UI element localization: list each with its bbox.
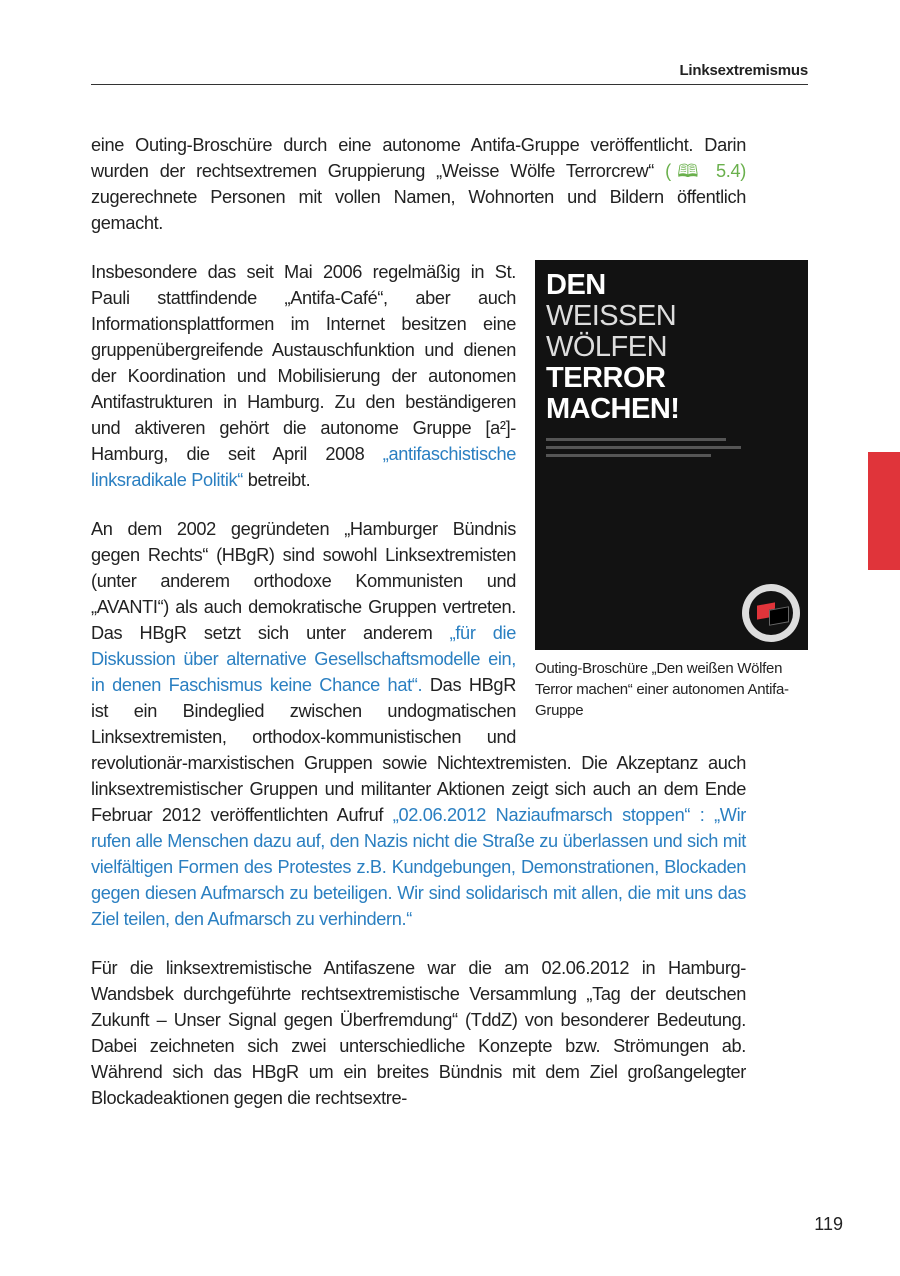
quoted-link-text: „02.06.2012 Naziaufmarsch stoppen“ : „Wir rufen alle Menschen dazu auf, den Nazis nicht die Straße zu überlassen und sich mit vielfältigen Formen des Protestes z.B. Kundgebungen, Demonstrationen, Blockaden gegen diesen Aufmarsch zu beteiligen. Wir sind solidarisch mit allen, die mit uns das Ziel teilen, den Aufmarsch zu verhindern.“: [91, 805, 746, 929]
chapter-color-tab: [868, 452, 900, 570]
figure-brochure: [535, 260, 808, 721]
cover-title-line: DEN: [546, 269, 606, 301]
text-run: betreibt.: [243, 470, 311, 490]
text-run: zugerechnete Personen mit vollen Namen, Wohnorten und Bildern öffentlich gemacht.: [91, 187, 746, 233]
quoted-link-text: „antifaschistische linksradikale Politik“: [91, 444, 516, 490]
page-number: 119: [814, 1214, 843, 1234]
text-run: Insbesondere das seit Mai 2006 regelmäßig in St. Pauli stattfindende „Antifa-Café“, aber auch Informationsplattformen im Internet besitzen eine gruppenübergreifende Austauschfunktion und dienen der Koordination und Mobilisierung der autonomen Antifastrukturen in Hamburg. Zu den beständigeren und aktiveren gehört die autonome Gruppe [a²]-Hamburg, die seit April 2008: [91, 262, 516, 464]
text-run: Für die linksextremistische Antifaszene war die am 02.06.2012 in Hamburg-Wandsbek durchgeführte rechtsextremistische Versammlung „Tag der deutschen Zukunft – Unser Signal gegen Überfremdung“ (TddZ) von besonderer Bedeutung. Dabei zeichneten sich zwei unterschiedliche Konzepte bzw. Strömungen ab. Während sich das HBgR um ein breites Bündnis mit dem Ziel großangelegter Blockadeaktionen gegen die rechtsextre-: [91, 958, 746, 1108]
running-header: Linksextremismus: [679, 62, 808, 79]
brochure-cover-image: [535, 260, 808, 650]
cross-reference-link[interactable]: (🕮 5.4): [665, 161, 746, 181]
antifa-flag-logo-icon: [742, 584, 800, 642]
paragraph: [91, 132, 746, 236]
body-text: [91, 132, 789, 1134]
cover-title-line: WÖLFEN: [546, 331, 668, 363]
text-run: An dem 2002 gegründeten „Hamburger Bündnis gegen Rechts“ (HBgR) sind sowohl Linksextremisten (unter anderem orthodoxe Kommunisten und „AVANTI“) als auch demokratische Gruppen vertreten. Das HBgR setzt sich unter anderem: [91, 519, 516, 643]
paragraph: [91, 955, 746, 1111]
text-run: Das HBgR ist ein Bindeglied zwischen undogmatischen Linksextremisten, orthodox-kommunistischen und revolutionär-marxistischen Gruppen sowie Nichtextremisten. Die Akzeptanz auch linksextremistischer Gruppen und militanter Aktionen zeigt sich auch an dem Ende Februar 2012 veröffentlichten Aufruf: [91, 675, 746, 825]
cover-title-line: MACHEN!: [546, 393, 680, 425]
figure-caption: Outing-Broschüre „Den weißen Wölfen Terror machen“ einer autonomen Antifa-Gruppe: [535, 660, 789, 719]
cover-subtitle-text: [546, 438, 746, 462]
quoted-link-text: „für die Diskussion über alternative Gesellschaftsmodelle ein, in denen Faschismus keine Chance hat“.: [91, 623, 517, 695]
header-divider: [91, 84, 808, 85]
cover-title-line: TERROR: [546, 362, 666, 394]
text-run: eine Outing-Broschüre durch eine autonome Antifa-Gruppe veröffentlicht. Darin wurden der rechtsextremen Gruppierung „Weisse Wölfe Terrorcrew“: [91, 135, 746, 181]
cover-title-line: WEISSEN: [546, 300, 677, 332]
